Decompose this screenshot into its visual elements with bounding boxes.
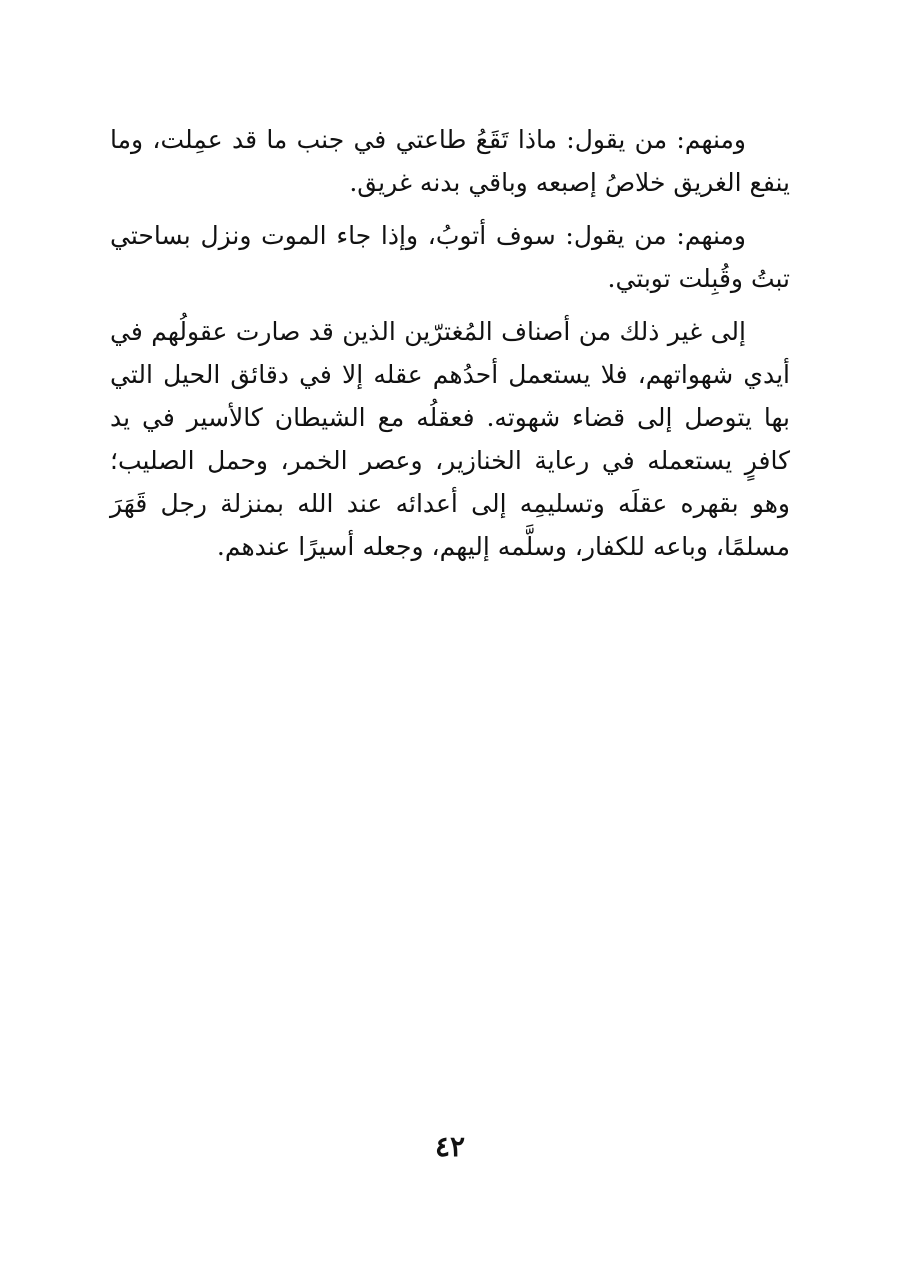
body-text xyxy=(110,118,790,578)
paragraph-2: ومنهم: من يقول: سوف أتوبُ، وإذا جاء الموت ونزل بساحتي تبتُ وقُبِلت توبتي. xyxy=(110,221,790,293)
page-number: ٤٢ xyxy=(434,1130,466,1163)
paragraph-1: ومنهم: من يقول: ماذا تَقَعُ طاعتي في جنب ما قد عمِلت، وما ينفع الغريق خلاصُ إصبعه وباقي بدنه غريق. xyxy=(110,125,790,197)
paragraph-3: إلى غير ذلك من أصناف المُغترّين الذين قد صارت عقولُهم في أيدي شهواتهم، فلا يستعمل أحدُهم عقله إلا في دقائق الحيل التي بها يتوصل إلى قضاء شهوته. فعقلُه مع الشيطان كالأسير في يد كافرٍ يستعمله في رعاية الخنازير، وعصر الخمر، وحمل الصليب؛ وهو بقهره عقلَه وتسليمِه إلى أعدائه عند الله بمنزلة رجل قَهَرَ مسلمًا، وباعه للكفار، وسلَّمه إليهم، وجعله أسيرًا عندهم. xyxy=(110,317,790,561)
